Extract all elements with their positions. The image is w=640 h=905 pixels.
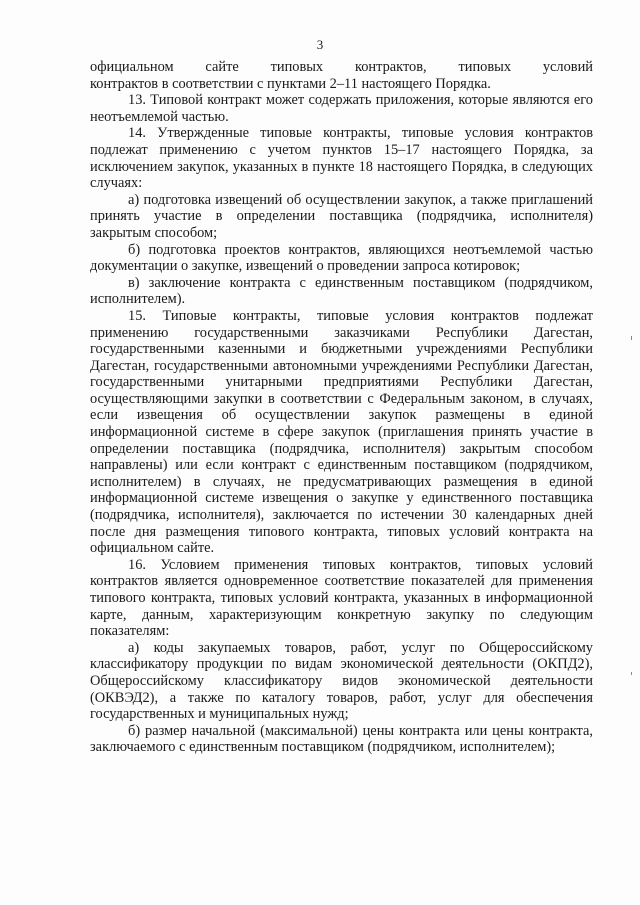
document-body xyxy=(90,59,593,756)
scan-margin-mark xyxy=(631,672,632,675)
scan-margin-mark xyxy=(631,336,632,340)
subitem-14-a: а) подготовка извещений об осуществлении закупок, а также приглашений принять участие в определении поставщика (подрядчика, исполнителя) закрытым способом; xyxy=(90,191,593,241)
paragraph-item-14: 14. Утвержденные типовые контракты, типовые условия контрактов подлежат применению с учетом пунктов 15–17 настоящего Порядка, за исключением закупок, указанных в пункте 18 настоящего Порядка, в следующих случаях: xyxy=(90,125,593,192)
paragraph-continuation-end: контрактов в соответствии с пунктами 2–11 настоящего Порядка. xyxy=(90,75,491,92)
subitem-16-b: б) размер начальной (максимальной) цены контракта или цены контракта, заключаемого с единственным поставщиком (подрядчиком, исполнителем); xyxy=(90,722,593,756)
paragraph-item-15: 15. Типовые контракты, типовые условия контрактов подлежат применению государственными заказчиками Республики Дагестан, государственными казенными и бюджетными учреждениями Республики Дагестан, государственными автономными учреждениями Республики Дагестан, государственными унитарными предприятиями Республики Дагестан, осуществляющими закупки в соответствии с Федеральным законом, в случаях, если извещения об осуществлении закупок размещены в единой информационной системе в сфере закупок (приглашения принять участие в определении поставщика (подрядчика, исполнителя) закрытым способом направлены) или если контракт с единственным поставщиком (подрядчиком, исполнителем) в случаях, не предусматривающих размещения в единой информационной системе извещения о закупке у единственного поставщика (подрядчика, исполнителя), заключается по истечении 30 календарных дней после дня размещения типового контракта, типовых условий контракта на официальном сайте. xyxy=(90,307,593,557)
subitem-16-a: а) коды закупаемых товаров, работ, услуг по Общероссийскому классификатору продукции по видам экономической деятельности (ОКПД2), Общероссийскому классификатору видов экономической деятельности (ОКВЭД2), а также по каталогу товаров, работ, услуг для обеспечения государственных и муниципальных нужд; xyxy=(90,639,593,723)
subitem-14-b: б) подготовка проектов контрактов, являющихся неотъемлемой частью документации о закупке, извещений о проведении запроса котировок; xyxy=(90,241,593,275)
paragraph-item-13: 13. Типовой контракт может содержать приложения, которые являются его неотъемлемой частью. xyxy=(90,92,593,125)
paragraph-item-16: 16. Условием применения типовых контрактов, типовых условий контрактов является одновременное соответствие показателей для применения типового контракта, типовых условий контракта, указанных в информационной карте, данным, характеризующим конкретную закупку по следующим показателям: xyxy=(90,556,593,640)
subitem-14-c: в) заключение контракта с единственным поставщиком (подрядчиком, исполнителем). xyxy=(90,274,593,308)
paragraph-continuation-line: официальном сайте типовых контрактов, типовых условий xyxy=(90,59,593,75)
page-number: 3 xyxy=(316,37,324,52)
